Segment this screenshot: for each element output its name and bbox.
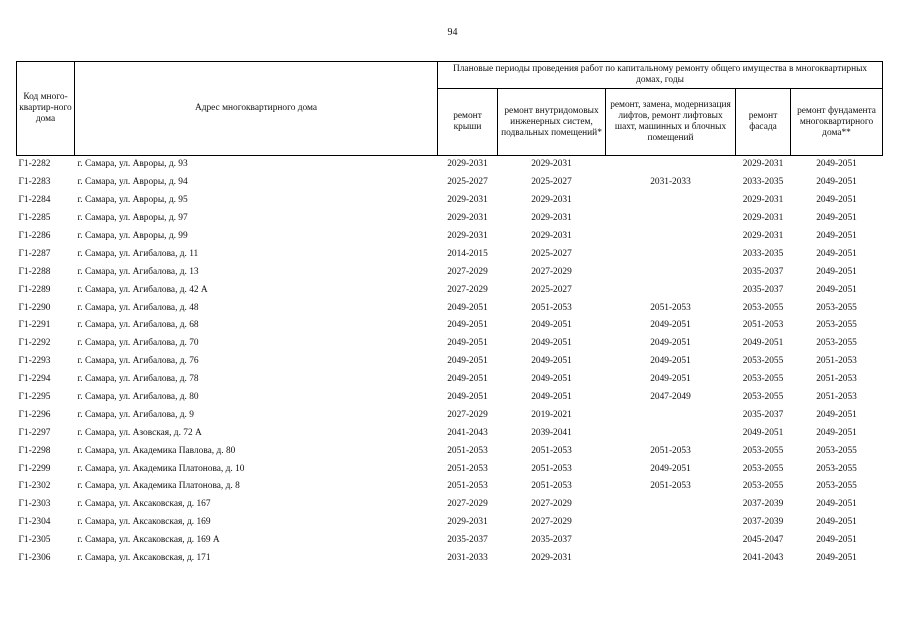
cell-engineering: 2027-2029 <box>531 517 572 528</box>
table-row <box>17 389 883 407</box>
cell-code: Г1-2306 <box>18 553 51 564</box>
cell-facade: 2053-2055 <box>742 356 784 367</box>
cell-facade: 2037-2039 <box>742 517 784 528</box>
cell-elevators <box>606 406 736 424</box>
cell-engineering: 2029-2031 <box>531 195 572 206</box>
table-row <box>17 406 883 424</box>
cell-address: г. Самара, ул. Аксаковская, д. 169 А <box>77 535 220 546</box>
table-row <box>17 263 883 281</box>
cell-address: г. Самара, ул. Аксаковская, д. 167 <box>77 499 211 510</box>
header-elevators: ремонт, замена, модернизация лифтов, ремонт лифтовых шахт, машинных и блочных помещений <box>606 89 736 156</box>
cell-roof: 2051-2053 <box>447 481 488 492</box>
cell-roof: 2051-2053 <box>447 445 488 456</box>
cell-foundation: 2049-2051 <box>816 284 857 295</box>
table-row <box>17 442 883 460</box>
cell-facade: 2033-2035 <box>742 248 784 259</box>
cell-foundation: 2051-2053 <box>816 374 857 385</box>
header-engineering: ремонт внутридомовых инженерных систем, подвальных помещений* <box>498 89 606 156</box>
cell-elevators: 2049-2051 <box>650 356 691 367</box>
cell-code: Г1-2292 <box>18 338 51 349</box>
cell-engineering: 2049-2051 <box>531 320 572 331</box>
cell-foundation: 2049-2051 <box>816 213 857 224</box>
table-body <box>17 156 883 568</box>
cell-address: г. Самара, ул. Азовская, д. 72 А <box>77 427 202 438</box>
cell-address: г. Самара, ул. Академика Платонова, д. 10 <box>77 463 245 474</box>
cell-foundation: 2053-2055 <box>816 338 857 349</box>
cell-roof: 2049-2051 <box>447 338 488 349</box>
cell-facade: 2029-2031 <box>742 195 784 206</box>
cell-foundation: 2049-2051 <box>816 266 857 277</box>
cell-elevators: 2051-2053 <box>650 302 691 313</box>
cell-code: Г1-2297 <box>18 427 51 438</box>
cell-facade: 2035-2037 <box>742 266 784 277</box>
cell-facade: 2053-2055 <box>742 374 784 385</box>
cell-address: г. Самара, ул. Агибалова, д. 11 <box>77 248 199 259</box>
cell-facade: 2041-2043 <box>742 553 784 564</box>
cell-roof: 2029-2031 <box>447 231 488 241</box>
cell-foundation: 2053-2055 <box>816 481 857 492</box>
cell-facade: 2029-2031 <box>742 159 784 170</box>
cell-code: Г1-2291 <box>18 320 51 331</box>
cell-roof: 2049-2051 <box>447 320 488 331</box>
table-row <box>17 210 883 228</box>
table-row <box>17 514 883 532</box>
cell-roof: 2027-2029 <box>447 284 488 295</box>
cell-facade: 2053-2055 <box>742 481 784 492</box>
cell-engineering: 2027-2029 <box>531 499 572 510</box>
cell-facade: 2037-2039 <box>742 499 784 510</box>
cell-address: г. Самара, ул. Агибалова, д. 76 <box>77 356 199 367</box>
cell-elevators <box>606 424 736 442</box>
cell-code: Г1-2284 <box>18 195 51 206</box>
cell-address: г. Самара, ул. Агибалова, д. 9 <box>77 409 194 420</box>
cell-address: г. Самара, ул. Академика Платонова, д. 8 <box>77 481 240 492</box>
cell-address: г. Самара, ул. Агибалова, д. 80 <box>77 392 199 403</box>
table-row <box>17 299 883 317</box>
table-row <box>17 156 883 174</box>
cell-address: г. Самара, ул. Академика Павлова, д. 80 <box>77 445 236 456</box>
capital-repair-table <box>16 61 883 567</box>
cell-elevators: 2031-2033 <box>650 177 691 188</box>
cell-elevators <box>606 496 736 514</box>
cell-engineering: 2025-2027 <box>531 177 572 188</box>
cell-engineering: 2029-2031 <box>531 159 572 170</box>
cell-foundation: 2049-2051 <box>816 517 857 528</box>
table-row <box>17 532 883 550</box>
cell-address: г. Самара, ул. Авроры, д. 97 <box>77 213 188 224</box>
cell-code: Г1-2305 <box>18 535 51 546</box>
cell-address: г. Самара, ул. Авроры, д. 99 <box>77 231 188 241</box>
page-number: 94 <box>447 27 458 38</box>
cell-code: Г1-2293 <box>18 356 51 367</box>
cell-foundation: 2049-2051 <box>816 248 857 259</box>
cell-roof: 2027-2029 <box>447 266 488 277</box>
cell-elevators: 2049-2051 <box>650 338 691 349</box>
cell-roof: 2027-2029 <box>447 409 488 420</box>
cell-facade: 2035-2037 <box>742 284 784 295</box>
cell-foundation: 2049-2051 <box>816 195 857 206</box>
cell-foundation: 2053-2055 <box>816 302 857 313</box>
cell-facade: 2029-2031 <box>742 213 784 224</box>
cell-engineering: 2029-2031 <box>531 213 572 224</box>
cell-foundation: 2053-2055 <box>816 445 857 456</box>
cell-elevators: 2049-2051 <box>650 463 691 474</box>
cell-elevators <box>606 281 736 299</box>
cell-elevators: 2049-2051 <box>650 320 691 331</box>
table-row <box>17 424 883 442</box>
cell-address: г. Самара, ул. Агибалова, д. 13 <box>77 266 199 277</box>
cell-engineering: 2049-2051 <box>531 356 572 367</box>
cell-elevators <box>606 245 736 263</box>
cell-code: Г1-2299 <box>18 463 51 474</box>
cell-facade: 2053-2055 <box>742 392 784 403</box>
cell-address: г. Самара, ул. Авроры, д. 94 <box>77 177 188 188</box>
cell-address: г. Самара, ул. Аксаковская, д. 169 <box>77 517 211 528</box>
header-code: Код много-квартир-ного дома <box>17 62 75 156</box>
cell-code: Г1-2285 <box>18 213 51 224</box>
cell-elevators <box>606 532 736 550</box>
cell-code: Г1-2283 <box>18 177 51 188</box>
cell-elevators: 2051-2053 <box>650 481 691 492</box>
table-row <box>17 317 883 335</box>
cell-engineering: 2029-2031 <box>531 553 572 564</box>
cell-roof: 2049-2051 <box>447 356 488 367</box>
cell-code: Г1-2304 <box>18 517 51 528</box>
cell-foundation: 2051-2053 <box>816 356 857 367</box>
cell-roof: 2029-2031 <box>447 195 488 206</box>
cell-engineering: 2049-2051 <box>531 374 572 385</box>
cell-engineering: 2019-2021 <box>531 409 572 420</box>
cell-elevators <box>606 228 736 246</box>
cell-facade: 2035-2037 <box>742 409 784 420</box>
cell-foundation: 2053-2055 <box>816 320 857 331</box>
cell-engineering: 2051-2053 <box>531 463 572 474</box>
table-row <box>17 245 883 263</box>
cell-elevators <box>606 550 736 568</box>
cell-roof: 2049-2051 <box>447 392 488 403</box>
cell-foundation: 2049-2051 <box>816 427 857 438</box>
table-row <box>17 228 883 246</box>
header-periods: Плановые периоды проведения работ по капитальному ремонту общего имущества в многоквартирных домах, годы <box>438 62 883 89</box>
cell-address: г. Самара, ул. Агибалова, д. 68 <box>77 320 199 331</box>
cell-foundation: 2049-2051 <box>816 409 857 420</box>
cell-facade: 2049-2051 <box>742 427 784 438</box>
table-row <box>17 353 883 371</box>
cell-foundation: 2049-2051 <box>816 231 857 241</box>
cell-foundation: 2049-2051 <box>816 177 857 188</box>
cell-facade: 2053-2055 <box>742 463 784 474</box>
cell-engineering: 2035-2037 <box>531 535 572 546</box>
table-row <box>17 174 883 192</box>
table-row <box>17 550 883 568</box>
cell-engineering: 2025-2027 <box>531 284 572 295</box>
cell-engineering: 2051-2053 <box>531 481 572 492</box>
header-foundation: ремонт фундамента многоквартирного дома** <box>791 89 883 156</box>
cell-foundation: 2051-2053 <box>816 392 857 403</box>
header-address: Адрес многоквартирного дома <box>75 62 438 156</box>
cell-foundation: 2049-2051 <box>816 553 857 564</box>
cell-engineering: 2049-2051 <box>531 392 572 403</box>
table-row <box>17 335 883 353</box>
cell-roof: 2041-2043 <box>447 427 488 438</box>
cell-elevators <box>606 210 736 228</box>
cell-code: Г1-2287 <box>18 248 51 259</box>
cell-roof: 2051-2053 <box>447 463 488 474</box>
cell-engineering: 2051-2053 <box>531 445 572 456</box>
cell-code: Г1-2282 <box>18 159 51 170</box>
cell-facade: 2029-2031 <box>742 231 784 241</box>
cell-engineering: 2027-2029 <box>531 266 572 277</box>
cell-facade: 2053-2055 <box>742 445 784 456</box>
cell-roof: 2014-2015 <box>447 248 488 259</box>
cell-roof: 2029-2031 <box>447 517 488 528</box>
cell-facade: 2049-2051 <box>742 338 784 349</box>
cell-elevators: 2051-2053 <box>650 445 691 456</box>
cell-code: Г1-2303 <box>18 499 51 510</box>
table-row <box>17 460 883 478</box>
cell-roof: 2049-2051 <box>447 374 488 385</box>
cell-elevators: 2047-2049 <box>650 392 691 403</box>
cell-facade: 2051-2053 <box>742 320 784 331</box>
cell-code: Г1-2294 <box>18 374 51 385</box>
cell-code: Г1-2296 <box>18 409 51 420</box>
table-row <box>17 496 883 514</box>
table-row <box>17 281 883 299</box>
cell-code: Г1-2302 <box>18 481 51 492</box>
cell-code: Г1-2295 <box>18 392 51 403</box>
cell-engineering: 2029-2031 <box>531 231 572 241</box>
cell-address: г. Самара, ул. Агибалова, д. 70 <box>77 338 199 349</box>
cell-engineering: 2049-2051 <box>531 338 572 349</box>
cell-address: г. Самара, ул. Агибалова, д. 48 <box>77 302 199 313</box>
cell-roof: 2031-2033 <box>447 553 488 564</box>
cell-facade: 2053-2055 <box>742 302 784 313</box>
cell-elevators <box>606 263 736 281</box>
cell-elevators <box>606 514 736 532</box>
cell-roof: 2029-2031 <box>447 213 488 224</box>
cell-facade: 2033-2035 <box>742 177 784 188</box>
cell-elevators <box>606 192 736 210</box>
cell-foundation: 2049-2051 <box>816 535 857 546</box>
cell-roof: 2035-2037 <box>447 535 488 546</box>
cell-elevators: 2049-2051 <box>650 374 691 385</box>
cell-code: Г1-2288 <box>18 266 51 277</box>
cell-elevators <box>606 156 736 174</box>
cell-code: Г1-2286 <box>18 231 51 241</box>
table-row <box>17 478 883 496</box>
cell-engineering: 2025-2027 <box>531 248 572 259</box>
cell-address: г. Самара, ул. Авроры, д. 93 <box>77 159 188 170</box>
cell-engineering: 2051-2053 <box>531 302 572 313</box>
cell-engineering: 2039-2041 <box>531 427 572 438</box>
cell-foundation: 2053-2055 <box>816 463 857 474</box>
cell-facade: 2045-2047 <box>742 535 784 546</box>
cell-address: г. Самара, ул. Агибалова, д. 42 А <box>77 284 208 295</box>
cell-address: г. Самара, ул. Агибалова, д. 78 <box>77 374 199 385</box>
cell-foundation: 2049-2051 <box>816 159 857 170</box>
cell-foundation: 2049-2051 <box>816 499 857 510</box>
cell-roof: 2027-2029 <box>447 499 488 510</box>
cell-code: Г1-2290 <box>18 302 51 313</box>
cell-address: г. Самара, ул. Авроры, д. 95 <box>77 195 188 206</box>
cell-roof: 2025-2027 <box>447 177 488 188</box>
header-facade: ремонт фасада <box>736 89 791 156</box>
cell-code: Г1-2298 <box>18 445 51 456</box>
table-row <box>17 192 883 210</box>
header-roof: ремонт крыши <box>438 89 498 156</box>
cell-roof: 2049-2051 <box>447 302 488 313</box>
cell-roof: 2029-2031 <box>447 159 488 170</box>
table-row <box>17 371 883 389</box>
cell-address: г. Самара, ул. Аксаковская, д. 171 <box>77 553 211 564</box>
cell-code: Г1-2289 <box>18 284 51 295</box>
